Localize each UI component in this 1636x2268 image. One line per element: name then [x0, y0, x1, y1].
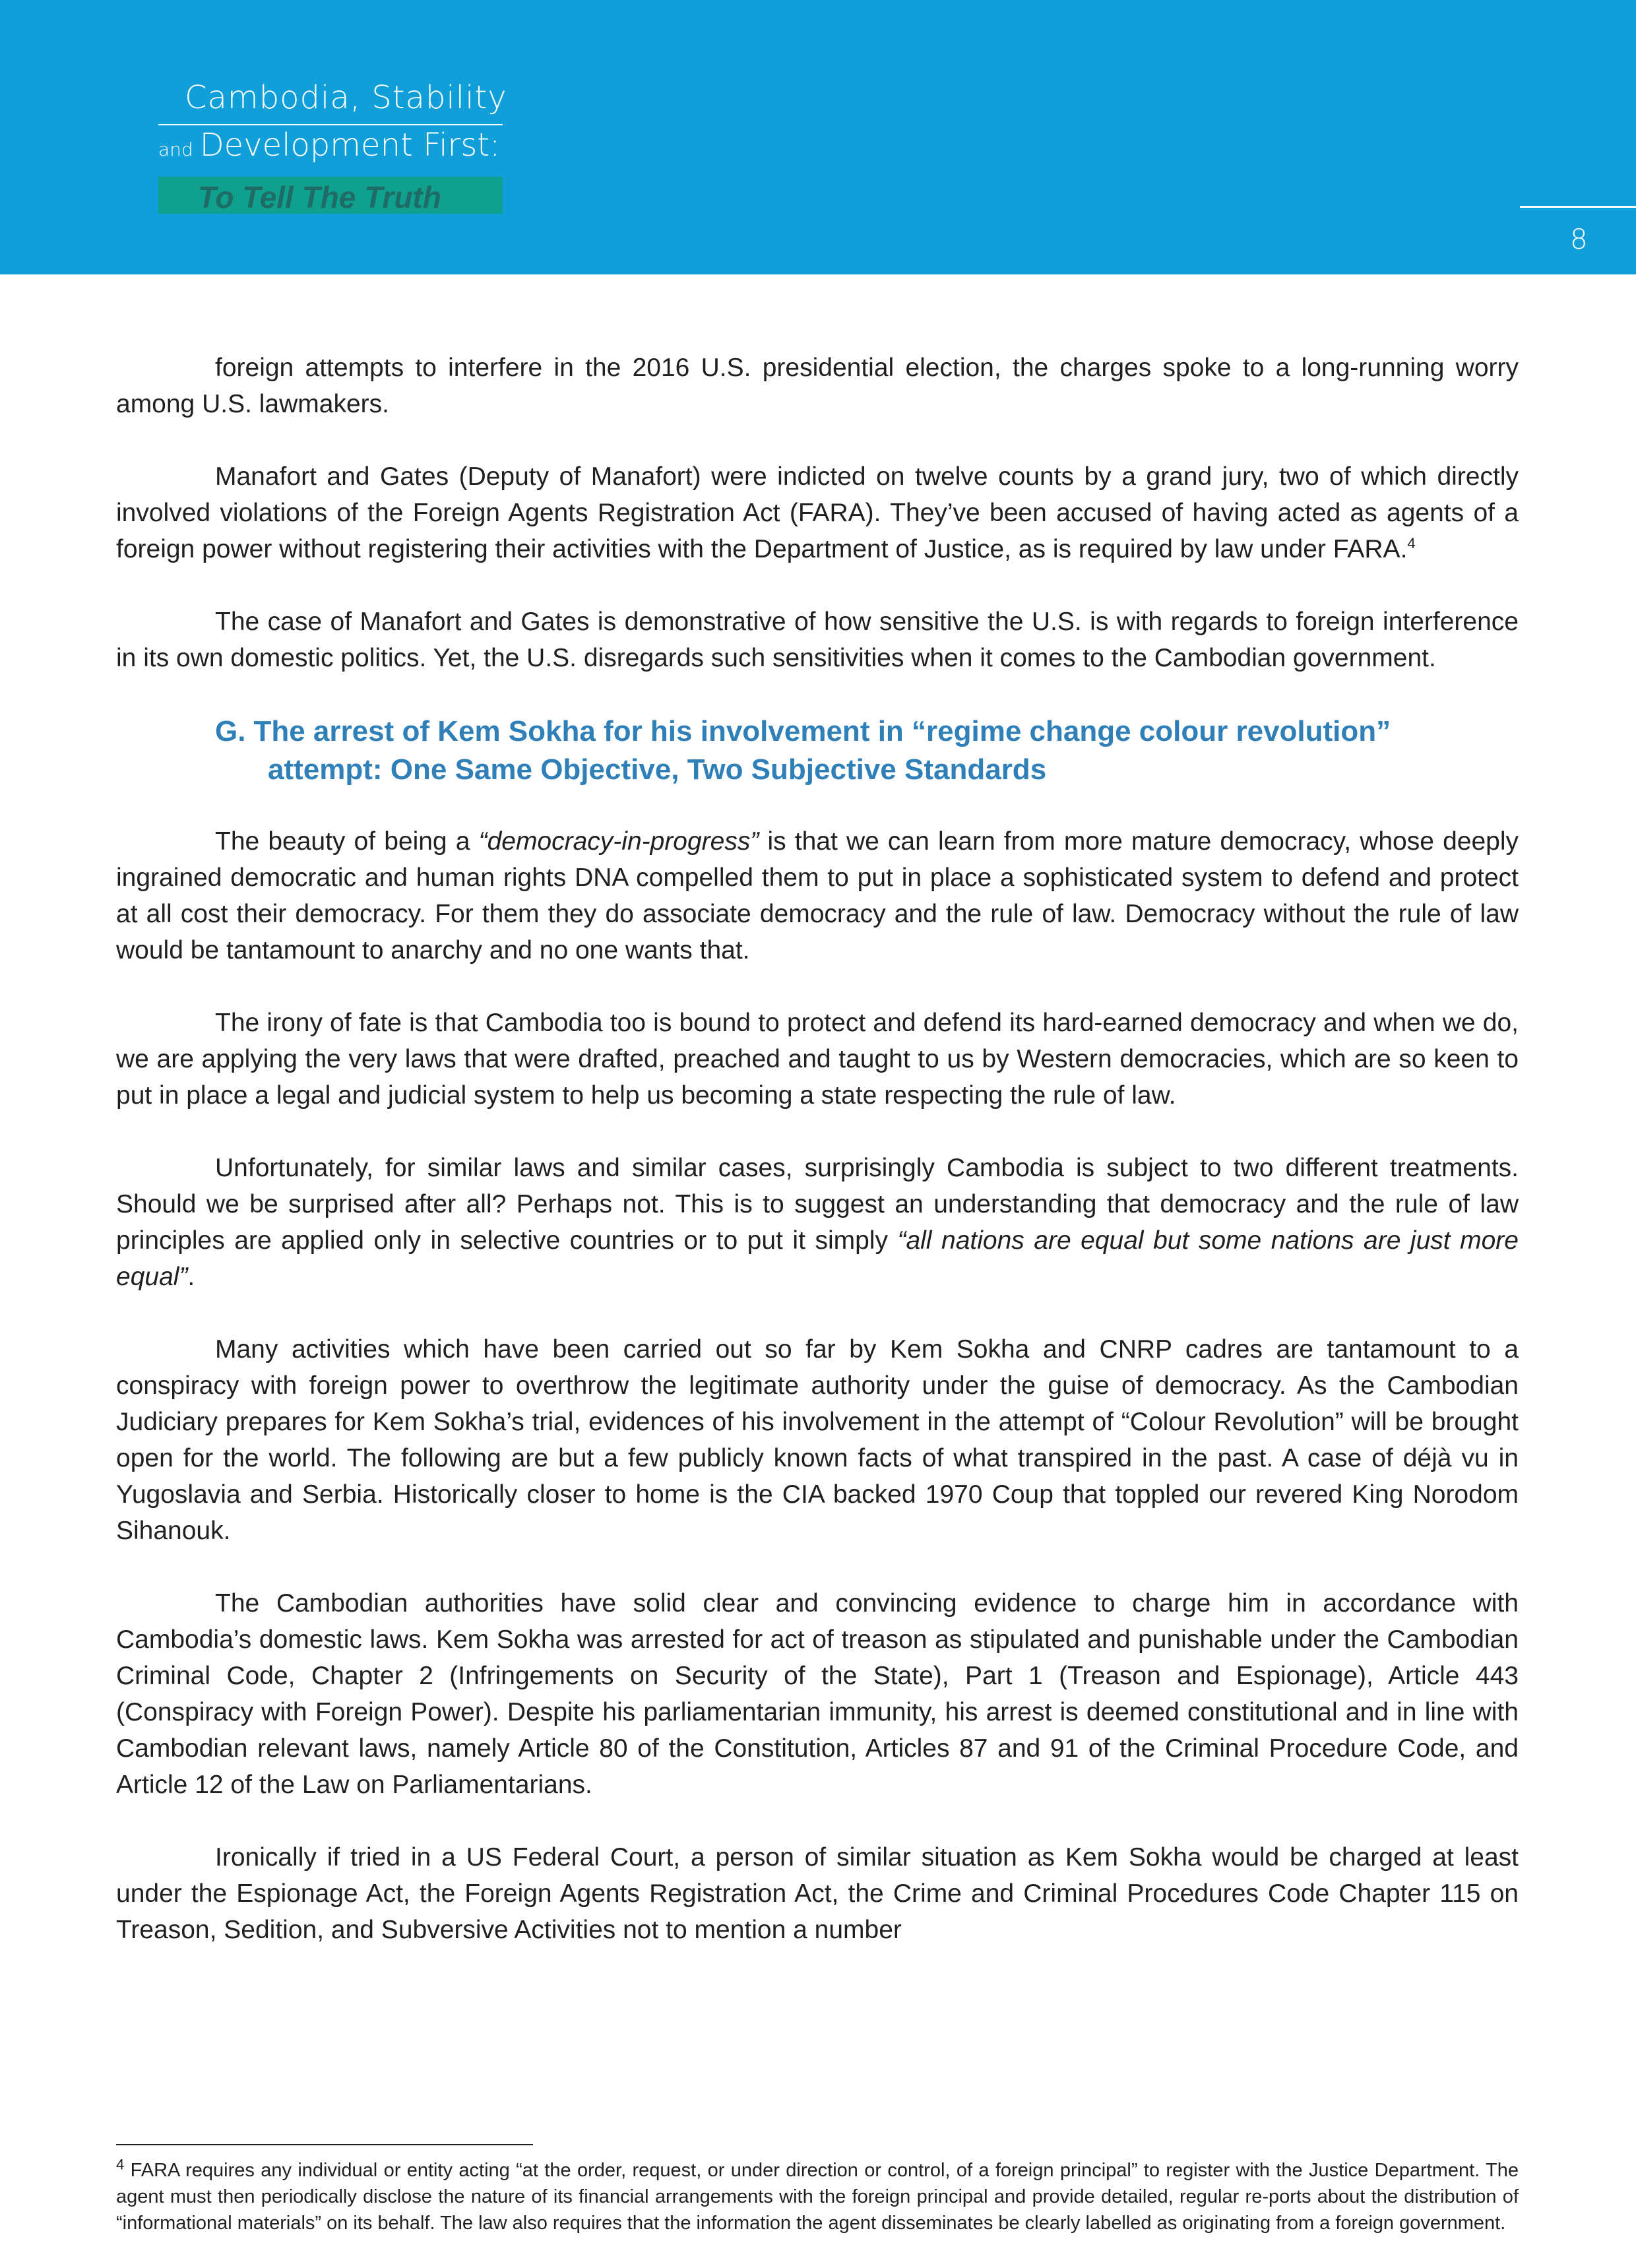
footnote-text: FARA requires any individual or entity acting “at the order, request, or under direction or control, of a foreign principal” to register with the Justice Department. The agent must then periodically disclose the nature of its financial arrangements with the foreign principal and provide detailed, regular re-ports about the distribution of “informational materials” on its behalf. The law also requires that the information the agent disseminates be clearly labelled as originating from a foreign government. [116, 2160, 1519, 2234]
paragraph-8: The Cambodian authorities have solid clear and convincing evidence to charge him in accordance with Cambodia’s domestic laws. Kem Sokha was arrested for act of treason as stipulated and punishable under the Cambodian Criminal Code, Chapter 2 (Infringements on Security of the State), Part 1 (Treason and Espionage), Article 443 (Conspiracy with Foreign Power). Despite his parliamentarian immunity, his arrest is deemed constitutional and in line with Cambodian relevant laws, namely Article 80 of the Constitution, Articles 87 and 91 of the Criminal Procedure Code, and Article 12 of the Law on Parliamentarians. [116, 1589, 1519, 1799]
section-heading [215, 712, 1519, 789]
tagline-box [158, 177, 503, 214]
section-heading-label: G. [215, 715, 246, 747]
paragraph-6-text-b: . [187, 1263, 195, 1291]
paragraph-7: Many activities which have been carried out so far by Kem Sokha and CNRP cadres are tantamount to a conspiracy with foreign power to overthrow the legitimate authority under the guise of democracy. As the Cambodian Judiciary prepares for Kem Sokha’s trial, evidences of his involvement in the attempt of “Colour Revolution” will be brought open for the world. The following are but a few publicly known facts of what transpired in the past. A case of déjà vu in Yugoslavia and Serbia. Historically closer to home is the CIA backed 1970 Coup that toppled our revered King Norodom Sihanouk. [116, 1335, 1519, 1545]
header-banner [0, 0, 1636, 274]
footnote-ref: 4 [1407, 535, 1416, 551]
paragraph-4-text-a: The beauty of being a [215, 827, 479, 856]
brand-divider [158, 124, 503, 125]
tagline: To Tell The Truth [198, 180, 441, 214]
paragraph-1: foreign attempts to interfere in the 2016 U.S. presidential election, the charges spoke to a long-running worry among U.S. lawmakers. [116, 354, 1519, 418]
brand-title-line1: Cambodia, Stability [185, 79, 507, 116]
paragraph-6-emphasis: “all nations are equal but some nations are just more equal” [116, 1226, 1519, 1291]
paragraph-4 [116, 823, 1519, 968]
main-content [116, 350, 1519, 1984]
paragraph-4-text-b: is that we can learn from more mature democracy, whose deeply ingrained democratic and human rights DNA compelled them to put in place a sophisticated system to defend and protect at all cost their democracy. For them they do associate democracy and the rule of law. Democracy without the rule of law would be tantamount to anarchy and no one wants that. [116, 827, 1519, 964]
paragraph-6-text-a: Unfortunately, for similar laws and similar cases, surprisingly Cambodia is subject to two different treatments. Should we be surprised after all? Perhaps not. This is to suggest an understanding that democracy and the rule of law principles are applied only in selective countries or to put it simply [116, 1154, 1519, 1255]
paragraph-5: The irony of fate is that Cambodia too is bound to protect and defend its hard-earned democracy and when we do, we are applying the very laws that were drafted, preached and taught to us by Western democracies, which are so keen to put in place a legal and judicial system to help us becoming a state respecting the rule of law. [116, 1009, 1519, 1110]
paragraph-4-emphasis: “democracy-in-progress” [478, 827, 759, 856]
brand-title-line2 [158, 127, 500, 164]
paragraph-2-text: Manafort and Gates (Deputy of Manafort) were indicted on twelve counts by a grand jury, two of which directly involved violations of the Foreign Agents Registration Act (FARA). They’ve been accused of having acted as agents of a foreign power without registering their activities with the Department of Justice, as is required by law under FARA. [116, 462, 1519, 563]
paragraph-6 [116, 1150, 1519, 1295]
section-heading-line1: The arrest of Kem Sokha for his involvement in “regime change colour revolution” [253, 715, 1391, 747]
brand-subtitle: Development First: [199, 127, 501, 164]
brand-and: and [158, 139, 193, 160]
section-heading-line2: attempt: One Same Objective, Two Subjective Standards [268, 753, 1047, 786]
paragraph-2 [116, 458, 1519, 567]
footnote-number: 4 [116, 2156, 125, 2173]
paragraph-3: The case of Manafort and Gates is demonstrative of how sensitive the U.S. is with regards to foreign interference in its own domestic politics. Yet, the U.S. disregards such sensitivities when it comes to the Cambodian government. [116, 608, 1519, 672]
paragraph-9: Ironically if tried in a US Federal Court, a person of similar situation as Kem Sokha would be charged at least under the Espionage Act, the Foreign Agents Registration Act, the Crime and Criminal Procedures Code Chapter 115 on Treason, Sedition, and Subversive Activities not to mention a number [116, 1843, 1519, 1944]
footnote-divider [116, 2144, 533, 2145]
page-number: 8 [1570, 223, 1588, 255]
page-number-divider [1520, 206, 1636, 208]
footnote [116, 2157, 1519, 2236]
